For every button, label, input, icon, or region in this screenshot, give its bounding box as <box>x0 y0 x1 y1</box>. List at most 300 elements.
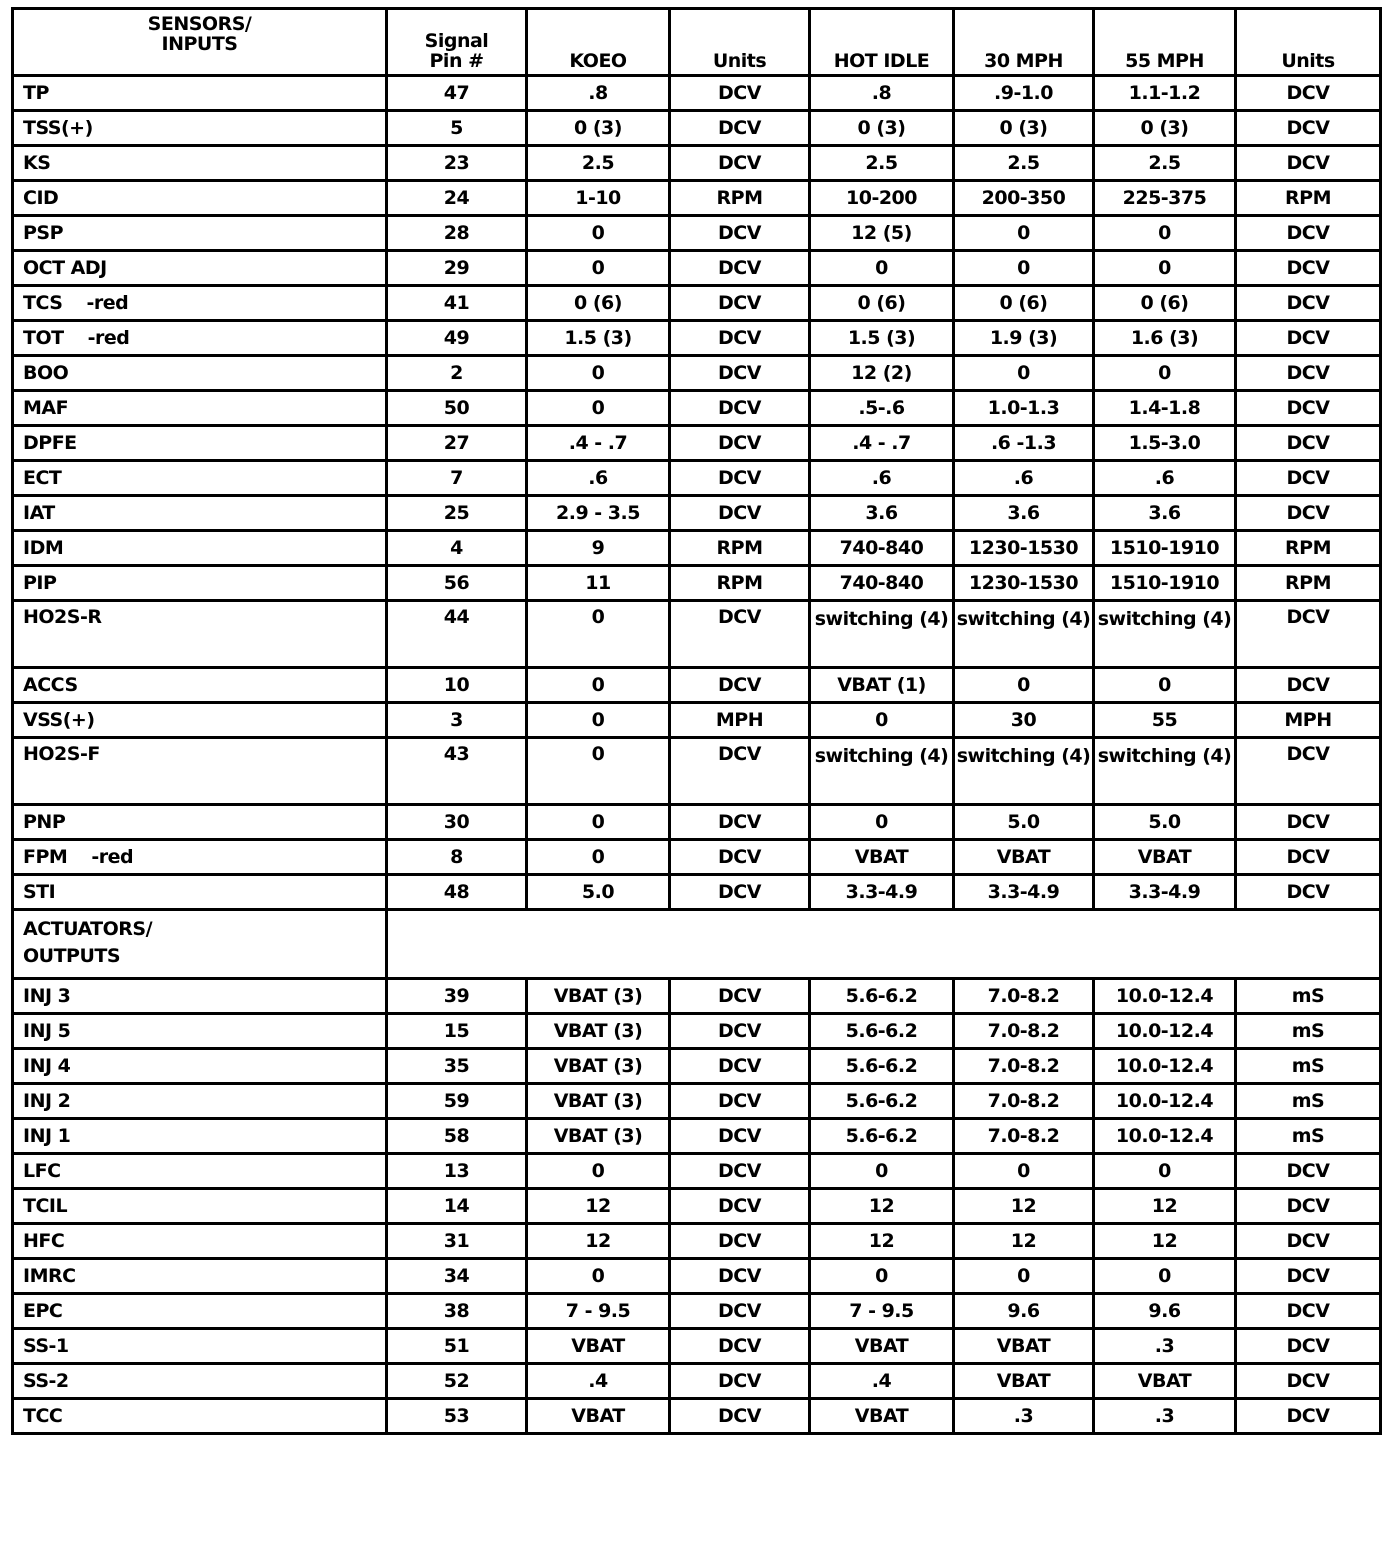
koeo-cell: 0 (3) <box>527 111 670 146</box>
units-cell: RPM <box>670 566 810 601</box>
sensor-row <box>13 321 1381 356</box>
units2-cell: DCV <box>1236 496 1381 531</box>
mph30-cell: VBAT <box>954 1364 1094 1399</box>
mph30-cell: 0 <box>954 251 1094 286</box>
component-name: TCIL <box>23 1195 68 1217</box>
header-hot-idle: HOT IDLE <box>810 9 954 76</box>
koeo-cell: 0 <box>527 840 670 875</box>
signal-pin-cell: 52 <box>387 1364 527 1399</box>
mph55-cell: switching (4) <box>1094 601 1236 668</box>
signal-pin-cell: 47 <box>387 76 527 111</box>
component-name: SS-2 <box>23 1370 69 1392</box>
units-cell: DCV <box>670 1154 810 1189</box>
mph30-cell: .3 <box>954 1399 1094 1434</box>
hot-idle-cell: 740-840 <box>810 566 954 601</box>
mph30-cell: 12 <box>954 1189 1094 1224</box>
signal-pin-cell: 27 <box>387 426 527 461</box>
component-name-cell <box>13 601 387 668</box>
header-30-mph: 30 MPH <box>954 9 1094 76</box>
hot-idle-cell: 7 - 9.5 <box>810 1294 954 1329</box>
units-cell: DCV <box>670 1399 810 1434</box>
mph30-cell: .6 <box>954 461 1094 496</box>
component-name-cell <box>13 668 387 703</box>
units2-cell: mS <box>1236 1049 1381 1084</box>
signal-pin-cell: 29 <box>387 251 527 286</box>
koeo-cell: 11 <box>527 566 670 601</box>
mph30-cell: 1.0-1.3 <box>954 391 1094 426</box>
signal-pin-cell: 10 <box>387 668 527 703</box>
header-signal-line-1: Signal <box>424 30 489 52</box>
mph55-cell: 10.0-12.4 <box>1094 1049 1236 1084</box>
units-cell: DCV <box>670 805 810 840</box>
koeo-cell: 12 <box>527 1224 670 1259</box>
component-name-cell <box>13 1294 387 1329</box>
koeo-cell: .6 <box>527 461 670 496</box>
actuators-section-row <box>13 910 1381 979</box>
component-name-cell <box>13 76 387 111</box>
actuator-row <box>13 1329 1381 1364</box>
signal-pin-cell: 34 <box>387 1259 527 1294</box>
mph30-cell: 0 (3) <box>954 111 1094 146</box>
component-name: PIP <box>23 572 57 594</box>
sensor-row <box>13 805 1381 840</box>
sensor-rows <box>13 76 1381 910</box>
header-units-2: Units <box>1236 9 1381 76</box>
mph55-cell: 12 <box>1094 1224 1236 1259</box>
hot-idle-cell: 0 <box>810 805 954 840</box>
signal-pin-cell: 15 <box>387 1014 527 1049</box>
component-name-cell <box>13 1119 387 1154</box>
koeo-cell: VBAT (3) <box>527 1119 670 1154</box>
units2-cell: DCV <box>1236 1189 1381 1224</box>
mph30-cell: 3.3-4.9 <box>954 875 1094 910</box>
header-units: Units <box>670 9 810 76</box>
koeo-cell: .4 - .7 <box>527 426 670 461</box>
header-row <box>13 9 1381 76</box>
koeo-cell: 0 <box>527 668 670 703</box>
units2-cell: MPH <box>1236 703 1381 738</box>
units2-cell: DCV <box>1236 1154 1381 1189</box>
header-sensors-inputs <box>13 9 387 76</box>
units-cell: DCV <box>670 356 810 391</box>
mph30-cell: 0 <box>954 216 1094 251</box>
sensor-row <box>13 703 1381 738</box>
units2-cell: RPM <box>1236 566 1381 601</box>
units-cell: DCV <box>670 840 810 875</box>
units2-cell: DCV <box>1236 426 1381 461</box>
sensor-row <box>13 76 1381 111</box>
actuator-row <box>13 1084 1381 1119</box>
koeo-cell: 0 <box>527 1154 670 1189</box>
signal-pin-cell: 56 <box>387 566 527 601</box>
koeo-cell: 1-10 <box>527 181 670 216</box>
component-name: TSS(+) <box>23 117 93 139</box>
sensor-row <box>13 566 1381 601</box>
units-cell: DCV <box>670 875 810 910</box>
component-name-cell <box>13 840 387 875</box>
mph55-cell: 0 <box>1094 356 1236 391</box>
signal-pin-cell: 7 <box>387 461 527 496</box>
component-name-cell <box>13 703 387 738</box>
component-name: PSP <box>23 222 64 244</box>
component-name-cell <box>13 426 387 461</box>
units2-cell: DCV <box>1236 738 1381 805</box>
actuator-row <box>13 1014 1381 1049</box>
component-name: INJ 4 <box>23 1055 71 1077</box>
koeo-cell: 0 <box>527 391 670 426</box>
mph30-cell: 1230-1530 <box>954 566 1094 601</box>
component-name-cell <box>13 496 387 531</box>
mph30-cell: 0 (6) <box>954 286 1094 321</box>
koeo-cell: 2.5 <box>527 146 670 181</box>
mph30-cell: 3.6 <box>954 496 1094 531</box>
mph55-cell: 10.0-12.4 <box>1094 979 1236 1014</box>
signal-pin-cell: 48 <box>387 875 527 910</box>
mph55-cell: 0 (6) <box>1094 286 1236 321</box>
units-cell: DCV <box>670 1189 810 1224</box>
hot-idle-cell: 5.6-6.2 <box>810 979 954 1014</box>
mph30-cell: 7.0-8.2 <box>954 1049 1094 1084</box>
hot-idle-cell: 3.6 <box>810 496 954 531</box>
mph30-cell: 30 <box>954 703 1094 738</box>
component-name-cell <box>13 1014 387 1049</box>
component-name: INJ 2 <box>23 1090 71 1112</box>
units2-cell: mS <box>1236 979 1381 1014</box>
signal-pin-cell: 2 <box>387 356 527 391</box>
mph55-cell: 1.6 (3) <box>1094 321 1236 356</box>
component-name: HFC <box>23 1230 65 1252</box>
hot-idle-cell: 10-200 <box>810 181 954 216</box>
units2-cell: DCV <box>1236 216 1381 251</box>
units2-cell: mS <box>1236 1119 1381 1154</box>
hot-idle-cell: 1.5 (3) <box>810 321 954 356</box>
hot-idle-cell: VBAT (1) <box>810 668 954 703</box>
signal-pin-cell: 25 <box>387 496 527 531</box>
units-cell: DCV <box>670 1364 810 1399</box>
mph55-cell: 225-375 <box>1094 181 1236 216</box>
sensor-row <box>13 531 1381 566</box>
koeo-cell: VBAT <box>527 1329 670 1364</box>
actuators-outputs-label <box>13 910 387 979</box>
mph30-cell: 1.9 (3) <box>954 321 1094 356</box>
mph55-cell: 2.5 <box>1094 146 1236 181</box>
component-name: DPFE <box>23 432 77 454</box>
koeo-cell: 0 (6) <box>527 286 670 321</box>
signal-pin-cell: 59 <box>387 1084 527 1119</box>
units-cell: DCV <box>670 111 810 146</box>
koeo-cell: VBAT (3) <box>527 1014 670 1049</box>
hot-idle-cell: 0 <box>810 1154 954 1189</box>
mph55-cell: 10.0-12.4 <box>1094 1014 1236 1049</box>
component-name: CID <box>23 187 59 209</box>
signal-pin-cell: 44 <box>387 601 527 668</box>
units2-cell: DCV <box>1236 356 1381 391</box>
hot-idle-cell: .5-.6 <box>810 391 954 426</box>
mph55-cell: 0 (3) <box>1094 111 1236 146</box>
signal-pin-cell: 5 <box>387 111 527 146</box>
hot-idle-cell: 5.6-6.2 <box>810 1014 954 1049</box>
hot-idle-cell: switching (4) <box>810 601 954 668</box>
units-cell: RPM <box>670 181 810 216</box>
actuator-row <box>13 1294 1381 1329</box>
units-cell: DCV <box>670 1049 810 1084</box>
mph30-cell: 1230-1530 <box>954 531 1094 566</box>
units-cell: DCV <box>670 1224 810 1259</box>
actuator-row <box>13 1154 1381 1189</box>
koeo-cell: 0 <box>527 216 670 251</box>
units2-cell: DCV <box>1236 875 1381 910</box>
component-name: FPM <box>23 846 68 868</box>
pin-voltage-chart <box>11 7 1382 1435</box>
signal-pin-cell: 24 <box>387 181 527 216</box>
units-cell: DCV <box>670 668 810 703</box>
sensor-row <box>13 738 1381 805</box>
pin-voltage-table <box>11 7 1382 1435</box>
units-cell: DCV <box>670 1259 810 1294</box>
mph30-cell: switching (4) <box>954 601 1094 668</box>
sensor-row <box>13 181 1381 216</box>
hot-idle-cell: 12 <box>810 1189 954 1224</box>
actuator-row <box>13 979 1381 1014</box>
sensor-row <box>13 426 1381 461</box>
actuators-line-2: OUTPUTS <box>23 945 121 967</box>
component-name-cell <box>13 1259 387 1294</box>
mph55-cell: 5.0 <box>1094 805 1236 840</box>
component-name: TOT <box>23 327 64 349</box>
header-sensors-line-2: INPUTS <box>161 33 238 55</box>
units2-cell: DCV <box>1236 1294 1381 1329</box>
hot-idle-cell: VBAT <box>810 840 954 875</box>
mph55-cell: 1510-1910 <box>1094 531 1236 566</box>
component-name: ECT <box>23 467 62 489</box>
units2-cell: DCV <box>1236 461 1381 496</box>
mph30-cell: 0 <box>954 356 1094 391</box>
units-cell: DCV <box>670 321 810 356</box>
units2-cell: DCV <box>1236 251 1381 286</box>
mph30-cell: 5.0 <box>954 805 1094 840</box>
koeo-cell: 2.9 - 3.5 <box>527 496 670 531</box>
hot-idle-cell: .8 <box>810 76 954 111</box>
mph30-cell: 7.0-8.2 <box>954 1014 1094 1049</box>
hot-idle-cell: 3.3-4.9 <box>810 875 954 910</box>
component-name: INJ 3 <box>23 985 71 1007</box>
signal-pin-cell: 38 <box>387 1294 527 1329</box>
component-name-cell <box>13 1399 387 1434</box>
units-cell: DCV <box>670 1014 810 1049</box>
component-name: EPC <box>23 1300 63 1322</box>
mph55-cell: .6 <box>1094 461 1236 496</box>
sensor-row <box>13 286 1381 321</box>
signal-pin-cell: 43 <box>387 738 527 805</box>
header-signal-pin <box>387 9 527 76</box>
component-name: KS <box>23 152 51 174</box>
mph55-cell: 0 <box>1094 668 1236 703</box>
hot-idle-cell: VBAT <box>810 1329 954 1364</box>
component-name: MAF <box>23 397 69 419</box>
mph30-cell: VBAT <box>954 840 1094 875</box>
sensor-row <box>13 461 1381 496</box>
component-name: TCC <box>23 1405 63 1427</box>
component-name-cell <box>13 1224 387 1259</box>
hot-idle-cell: 0 <box>810 703 954 738</box>
koeo-cell: 9 <box>527 531 670 566</box>
units-cell: DCV <box>670 1119 810 1154</box>
component-name-cell <box>13 566 387 601</box>
sensor-row <box>13 840 1381 875</box>
component-name: HO2S-R <box>23 606 102 628</box>
component-name: INJ 5 <box>23 1020 71 1042</box>
mph30-cell: 2.5 <box>954 146 1094 181</box>
actuator-rows <box>13 979 1381 1434</box>
component-name-cell <box>13 875 387 910</box>
actuator-row <box>13 1399 1381 1434</box>
mph30-cell: 9.6 <box>954 1294 1094 1329</box>
mph55-cell: 0 <box>1094 216 1236 251</box>
koeo-cell: VBAT <box>527 1399 670 1434</box>
units-cell: DCV <box>670 738 810 805</box>
units2-cell: DCV <box>1236 1224 1381 1259</box>
hot-idle-cell: 12 (5) <box>810 216 954 251</box>
units2-cell: DCV <box>1236 601 1381 668</box>
signal-pin-cell: 8 <box>387 840 527 875</box>
sensor-row <box>13 875 1381 910</box>
mph55-cell: 10.0-12.4 <box>1094 1119 1236 1154</box>
units2-cell: RPM <box>1236 531 1381 566</box>
component-name-cell <box>13 738 387 805</box>
mph30-cell: 7.0-8.2 <box>954 1119 1094 1154</box>
header-koeo: KOEO <box>527 9 670 76</box>
mph30-cell: .9-1.0 <box>954 76 1094 111</box>
header-55-mph: 55 MPH <box>1094 9 1236 76</box>
hot-idle-cell: 740-840 <box>810 531 954 566</box>
hot-idle-cell: 5.6-6.2 <box>810 1049 954 1084</box>
component-name-cell <box>13 531 387 566</box>
signal-pin-cell: 51 <box>387 1329 527 1364</box>
mph55-cell: .3 <box>1094 1399 1236 1434</box>
units2-cell: DCV <box>1236 1399 1381 1434</box>
koeo-cell: 12 <box>527 1189 670 1224</box>
signal-pin-cell: 58 <box>387 1119 527 1154</box>
units-cell: DCV <box>670 1084 810 1119</box>
signal-pin-cell: 50 <box>387 391 527 426</box>
hot-idle-cell: VBAT <box>810 1399 954 1434</box>
mph30-cell: 7.0-8.2 <box>954 979 1094 1014</box>
component-name-cell <box>13 111 387 146</box>
component-wire-note: -red <box>91 846 134 868</box>
signal-pin-cell: 30 <box>387 805 527 840</box>
units-cell: DCV <box>670 496 810 531</box>
mph55-cell: 1.4-1.8 <box>1094 391 1236 426</box>
hot-idle-cell: 12 <box>810 1224 954 1259</box>
component-name: IDM <box>23 537 64 559</box>
mph55-cell: 10.0-12.4 <box>1094 1084 1236 1119</box>
component-name-cell <box>13 1154 387 1189</box>
actuators-line-1: ACTUATORS/ <box>23 918 153 940</box>
signal-pin-cell: 31 <box>387 1224 527 1259</box>
actuator-row <box>13 1259 1381 1294</box>
component-name-cell <box>13 251 387 286</box>
units-cell: DCV <box>670 461 810 496</box>
signal-pin-cell: 3 <box>387 703 527 738</box>
koeo-cell: .8 <box>527 76 670 111</box>
koeo-cell: 0 <box>527 703 670 738</box>
signal-pin-cell: 53 <box>387 1399 527 1434</box>
units-cell: DCV <box>670 601 810 668</box>
signal-pin-cell: 39 <box>387 979 527 1014</box>
units-cell: DCV <box>670 1294 810 1329</box>
hot-idle-cell: switching (4) <box>810 738 954 805</box>
mph55-cell: 0 <box>1094 1154 1236 1189</box>
mph55-cell: switching (4) <box>1094 738 1236 805</box>
hot-idle-cell: 5.6-6.2 <box>810 1119 954 1154</box>
component-name: SS-1 <box>23 1335 69 1357</box>
component-name: STI <box>23 881 56 903</box>
mph55-cell: 3.3-4.9 <box>1094 875 1236 910</box>
header-sensors-line-1: SENSORS/ <box>147 13 252 35</box>
units2-cell: mS <box>1236 1084 1381 1119</box>
mph55-cell: 9.6 <box>1094 1294 1236 1329</box>
mph55-cell: 1.5-3.0 <box>1094 426 1236 461</box>
mph30-cell: .6 -1.3 <box>954 426 1094 461</box>
sensor-row <box>13 391 1381 426</box>
mph30-cell: 0 <box>954 1259 1094 1294</box>
sensor-row <box>13 356 1381 391</box>
actuators-section-blank <box>387 910 1381 979</box>
actuator-row <box>13 1119 1381 1154</box>
mph55-cell: 3.6 <box>1094 496 1236 531</box>
koeo-cell: 1.5 (3) <box>527 321 670 356</box>
mph30-cell: 200-350 <box>954 181 1094 216</box>
component-name-cell <box>13 1189 387 1224</box>
sensor-row <box>13 111 1381 146</box>
mph55-cell: 12 <box>1094 1189 1236 1224</box>
component-wire-note: -red <box>87 327 130 349</box>
units2-cell: DCV <box>1236 840 1381 875</box>
sensor-row <box>13 146 1381 181</box>
component-name: IAT <box>23 502 55 524</box>
mph55-cell: 55 <box>1094 703 1236 738</box>
hot-idle-cell: .4 <box>810 1364 954 1399</box>
component-name-cell <box>13 286 387 321</box>
koeo-cell: VBAT (3) <box>527 979 670 1014</box>
koeo-cell: 0 <box>527 805 670 840</box>
units-cell: DCV <box>670 251 810 286</box>
units2-cell: DCV <box>1236 668 1381 703</box>
component-name: LFC <box>23 1160 61 1182</box>
mph30-cell: 0 <box>954 1154 1094 1189</box>
units2-cell: DCV <box>1236 1364 1381 1399</box>
units2-cell: DCV <box>1236 76 1381 111</box>
signal-pin-cell: 41 <box>387 286 527 321</box>
component-name-cell <box>13 1329 387 1364</box>
actuator-row <box>13 1189 1381 1224</box>
signal-pin-cell: 13 <box>387 1154 527 1189</box>
signal-pin-cell: 28 <box>387 216 527 251</box>
sensor-row <box>13 668 1381 703</box>
units2-cell: DCV <box>1236 805 1381 840</box>
hot-idle-cell: 0 (6) <box>810 286 954 321</box>
units-cell: DCV <box>670 979 810 1014</box>
units-cell: RPM <box>670 531 810 566</box>
units2-cell: DCV <box>1236 111 1381 146</box>
component-name-cell <box>13 321 387 356</box>
mph30-cell: 0 <box>954 668 1094 703</box>
mph55-cell: VBAT <box>1094 840 1236 875</box>
component-name-cell <box>13 1049 387 1084</box>
mph55-cell: 1.1-1.2 <box>1094 76 1236 111</box>
units-cell: DCV <box>670 426 810 461</box>
component-name: HO2S-F <box>23 743 100 765</box>
